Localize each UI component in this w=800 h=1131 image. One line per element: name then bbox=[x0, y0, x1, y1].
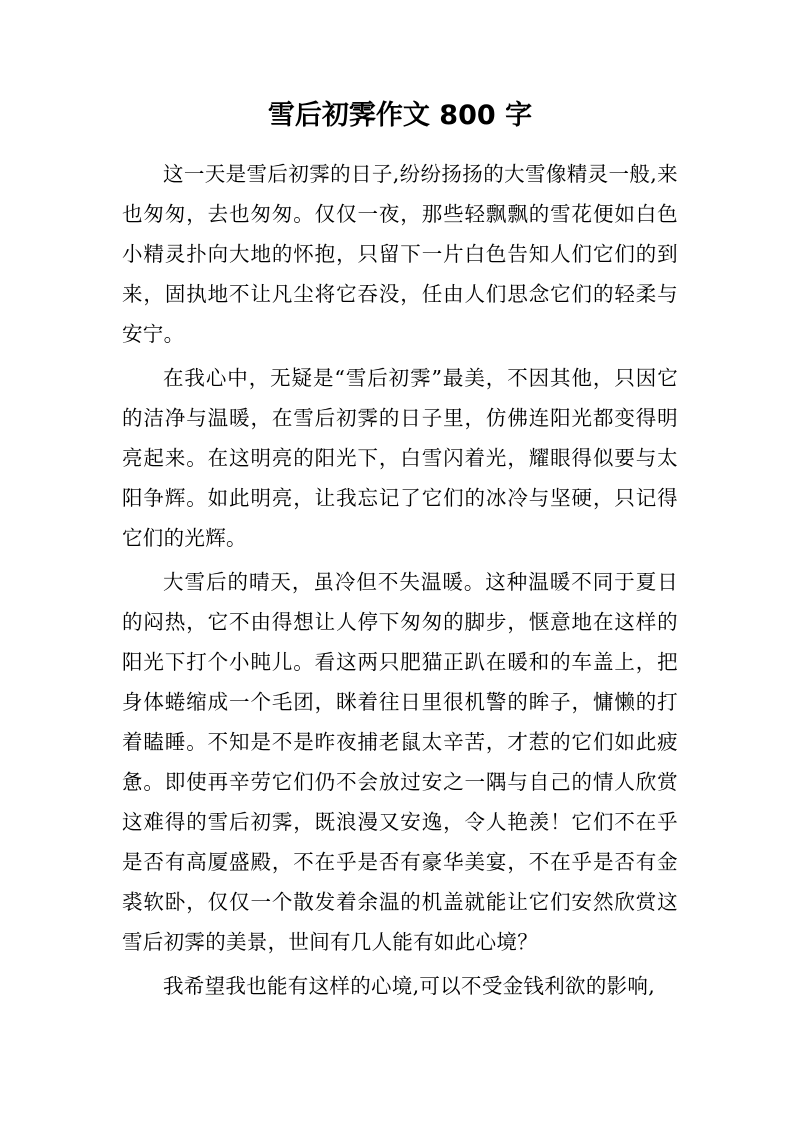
paragraph-1: 这一天是雪后初霁的日子,纷纷扬扬的大雪像精灵一般,来也匆匆，去也匆匆。仅仅一夜，那些轻飘飘的雪花便如白色小精灵扑向大地的怀抱，只留下一片白色告知人们它们的到来，固执地不让凡尘将它吞没，任由人们思念它们的轻柔与安宁。 bbox=[122, 162, 678, 346]
paragraph-2: 在我心中，无疑是“雪后初霁”最美，不因其他，只因它的洁净与温暖，在雪后初霁的日子里，仿佛连阳光都变得明亮起来。在这明亮的阳光下，白雪闪着光，耀眼得似要与太阳争辉。如此明亮，让我忘记了它们的冰冷与坚硬，只记得它们的光辉。 bbox=[122, 366, 678, 550]
paragraph-3: 大雪后的晴天，虽冷但不失温暖。这种温暖不同于夏日的闷热，它不由得想让人停下匆匆的脚步，惬意地在这样的阳光下打个小盹儿。看这两只肥猫正趴在暖和的车盖上，把身体蜷缩成一个毛团，眯着往日里很机警的眸子，慵懒的打着瞌睡。不知是不是昨夜捕老鼠太辛苦，才惹的它们如此疲惫。即使再辛劳它们仍不会放过安之一隅与自己的情人欣赏这难得的雪后初霁，既浪漫又安逸，令人艳羡！它们不在乎是否有高厦盛殿，不在乎是否有豪华美宴，不在乎是否有金裘软卧，仅仅一个散发着余温的机盖就能让它们安然欣赏这雪后初霁的美景，世间有几人能有如此心境？ bbox=[122, 570, 678, 954]
paragraph-4: 我希望我也能有这样的心境,可以不受金钱利欲的影响, bbox=[163, 974, 656, 998]
document-body bbox=[122, 154, 678, 1010]
document-title: 雪后初霁作文 800 字 bbox=[267, 100, 533, 131]
